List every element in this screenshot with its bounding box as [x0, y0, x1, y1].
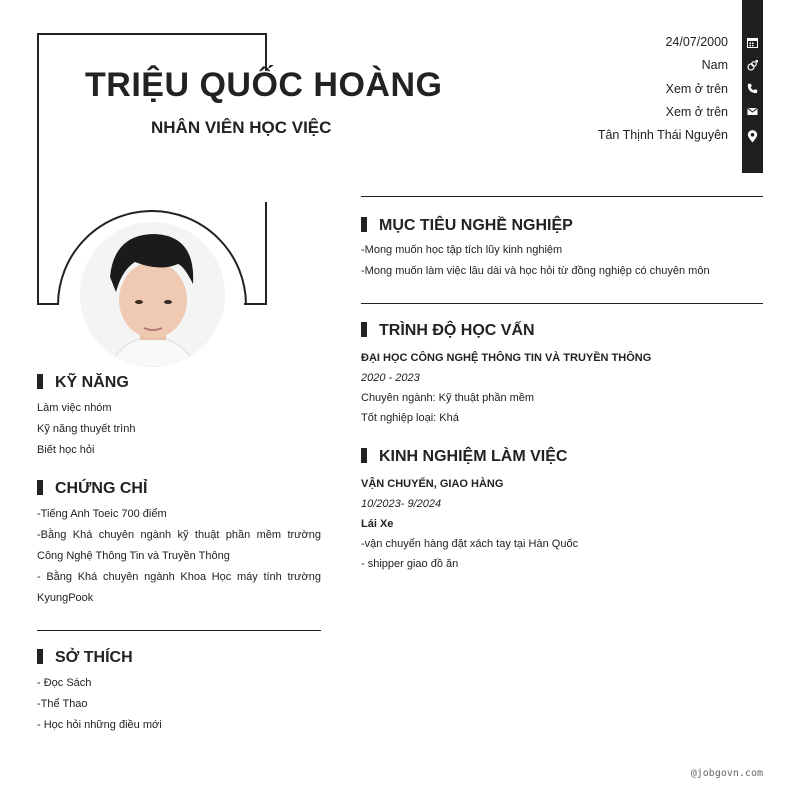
- hobbies-list: [37, 673, 321, 736]
- heading-bar: [37, 374, 43, 389]
- education-heading: TRÌNH ĐỘ HỌC VẤN: [361, 322, 535, 340]
- candidate-name: TRIỆU QUỐC HOÀNG: [85, 66, 443, 104]
- location-icon: [747, 130, 758, 143]
- list-item: Kỹ năng thuyết trình: [37, 423, 136, 435]
- heading-bar: [361, 217, 367, 232]
- contact-icon-bar: [742, 0, 763, 173]
- heading-bar: [37, 480, 43, 495]
- list-item: Làm việc nhóm: [37, 402, 112, 414]
- objective-heading: MỤC TIÊU NGHỀ NGHIỆP: [361, 217, 573, 235]
- heading-bar: [361, 448, 367, 463]
- list-item: -vận chuyển hàng đặt xách tay tại Hàn Quốc: [361, 538, 579, 550]
- watermark: @jobgovn.com: [690, 768, 763, 779]
- list-item: -Bằng Khá chuyên ngành kỹ thuật phần mềm trường Công Nghệ Thông Tin và Truyền Thông: [37, 529, 321, 562]
- certificates-list: [37, 504, 321, 609]
- divider: [361, 196, 763, 197]
- list-item: - Bằng Khá chuyên ngành Khoa Học máy tính trường KyungPook: [37, 571, 321, 604]
- gender: Nam: [701, 58, 728, 73]
- skills-list: [37, 398, 321, 461]
- list-item: Biết học hỏi: [37, 444, 95, 456]
- address: Tân Thịnh Thái Nguyên: [597, 128, 728, 143]
- gender-icon: [747, 60, 758, 71]
- list-item: - Học hỏi những điều mới: [37, 719, 162, 731]
- experience-heading: KINH NGHIỆM LÀM VIỆC: [361, 448, 567, 466]
- divider: [37, 630, 321, 631]
- avatar: [80, 222, 225, 367]
- education-details: [361, 348, 763, 428]
- email: Xem ở trên: [665, 104, 728, 119]
- education-period: 2020 - 2023: [361, 372, 420, 384]
- birthdate: 24/07/2000: [665, 35, 728, 49]
- header-frame-edge: [37, 303, 59, 305]
- list-item: - shipper giao đồ ăn: [361, 558, 459, 570]
- company-name: VẬN CHUYỂN, GIAO HÀNG: [361, 478, 504, 490]
- objective-list: [361, 240, 763, 282]
- contact-info: [598, 33, 728, 149]
- job-title: NHÂN VIÊN HỌC VIỆC: [151, 118, 332, 137]
- phone: Xem ở trên: [665, 81, 728, 96]
- experience-period: 10/2023- 9/2024: [361, 498, 442, 510]
- mail-icon: [747, 106, 758, 117]
- list-item: -Thể Thao: [37, 698, 88, 710]
- list-item: - Đọc Sách: [37, 677, 92, 689]
- experience-details: [361, 474, 763, 574]
- divider: [361, 303, 763, 304]
- list-item: -Mong muốn học tập tích lũy kinh nghiệm: [361, 244, 563, 256]
- header-frame-edge: [265, 202, 267, 305]
- certificates-heading: CHỨNG CHỈ: [37, 480, 147, 498]
- heading-bar: [37, 649, 43, 664]
- calendar-icon: [747, 37, 758, 48]
- education-grade: Tốt nghiệp loại: Khá: [361, 412, 459, 424]
- list-item: -Mong muốn làm việc lâu dài và học hỏi từ đồng nghiệp có chuyên môn: [361, 265, 710, 277]
- heading-bar: [361, 322, 367, 337]
- school-name: ĐẠI HỌC CÔNG NGHỆ THÔNG TIN VÀ TRUYỀN THÔNG: [361, 352, 652, 364]
- hobbies-heading: SỞ THÍCH: [37, 649, 133, 667]
- phone-icon: [747, 83, 758, 94]
- education-major: Chuyên ngành: Kỹ thuật phần mềm: [361, 392, 535, 404]
- experience-position: Lái Xe: [361, 518, 394, 530]
- skills-heading: KỸ NĂNG: [37, 374, 129, 392]
- list-item: -Tiếng Anh Toeic 700 điểm: [37, 508, 167, 520]
- header-frame-edge: [244, 303, 267, 305]
